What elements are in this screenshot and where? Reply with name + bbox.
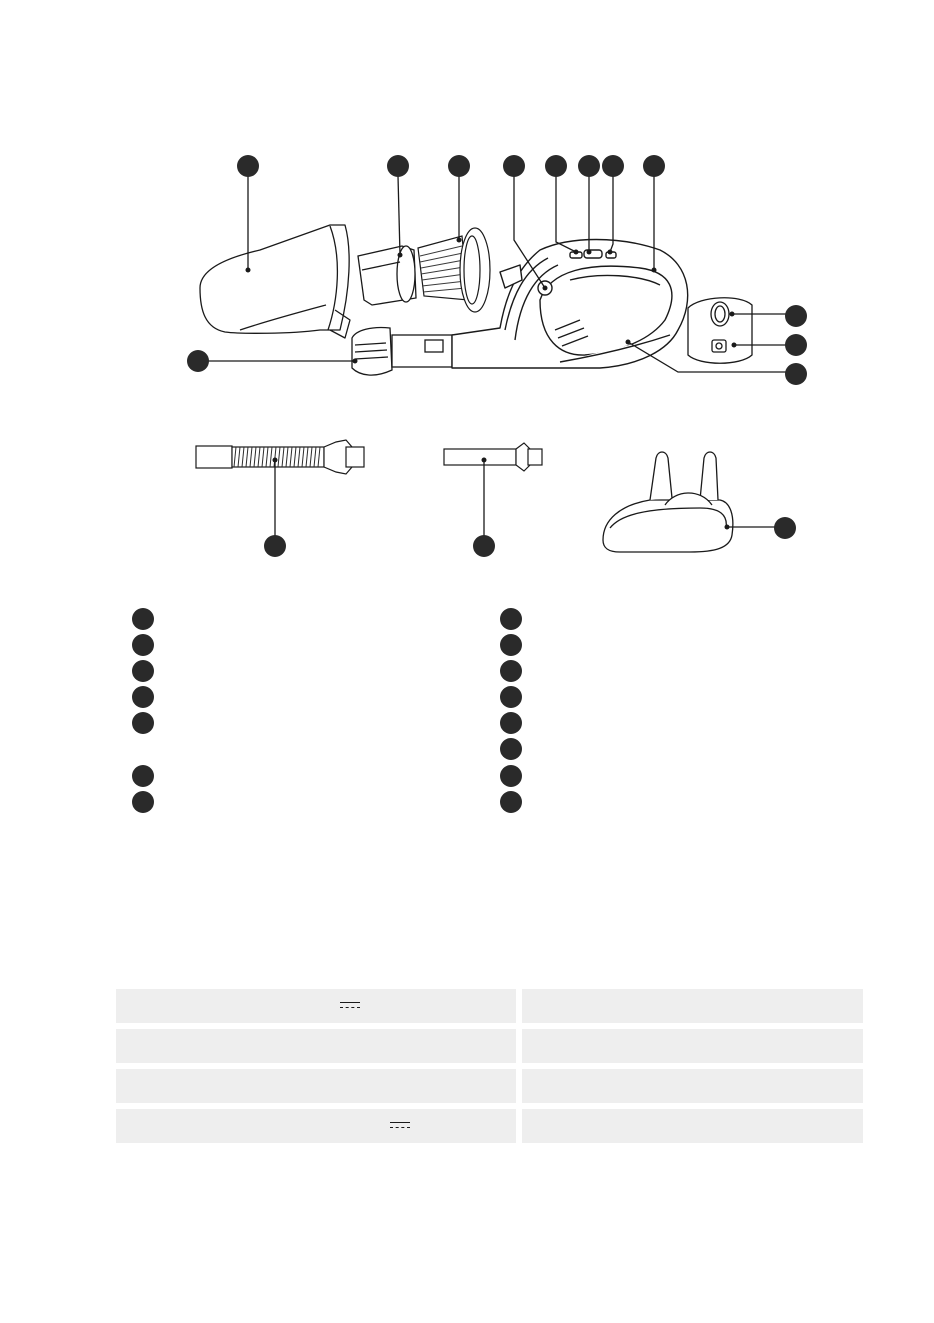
legend-number-badge xyxy=(500,791,522,813)
brush-nozzle-illustration xyxy=(352,327,452,375)
table-row xyxy=(116,989,863,1023)
callout-badge xyxy=(187,350,209,372)
direct-current-icon xyxy=(340,1002,360,1010)
legend-number-badge xyxy=(500,738,522,760)
dust-container-illustration xyxy=(200,225,350,338)
legend-number-badge xyxy=(500,608,522,630)
callout-badge xyxy=(643,155,665,177)
spec-label-cell xyxy=(116,1029,516,1063)
callout-badge xyxy=(545,155,567,177)
spec-value-cell xyxy=(522,989,863,1023)
legend-number-badge xyxy=(500,765,522,787)
callout-badge xyxy=(774,517,796,539)
callout-badge xyxy=(602,155,624,177)
extension-tube-illustration xyxy=(444,443,542,471)
legend-item xyxy=(132,634,164,656)
direct-current-icon xyxy=(390,1122,410,1130)
legend-item xyxy=(500,686,532,708)
legend-item xyxy=(500,608,532,630)
legend-item xyxy=(500,712,532,734)
legend-item xyxy=(132,765,164,787)
hepa-filter-illustration xyxy=(418,228,490,312)
legend-number-badge xyxy=(500,634,522,656)
parts-legend xyxy=(130,605,850,820)
spec-value-cell xyxy=(522,1029,863,1063)
legend-item xyxy=(500,634,532,656)
legend-number-badge xyxy=(132,634,154,656)
callout-badge xyxy=(237,155,259,177)
legend-number-badge xyxy=(500,686,522,708)
spec-value-cell xyxy=(522,1069,863,1103)
spec-label-cell xyxy=(116,989,516,1023)
legend-number-badge xyxy=(132,791,154,813)
extension-hose-illustration xyxy=(196,440,364,474)
spec-value-cell xyxy=(522,1109,863,1143)
callout-badge xyxy=(785,334,807,356)
table-row xyxy=(116,1029,863,1063)
callout-badge xyxy=(264,535,286,557)
legend-item xyxy=(132,712,164,734)
legend-item xyxy=(132,660,164,682)
legend-number-badge xyxy=(132,686,154,708)
product-parts-diagram xyxy=(0,0,934,600)
legend-item xyxy=(500,765,532,787)
legend-item xyxy=(132,608,164,630)
specifications-table xyxy=(116,989,863,1149)
legend-number-badge xyxy=(132,660,154,682)
legend-number-badge xyxy=(132,608,154,630)
legend-item xyxy=(132,686,164,708)
spec-label-cell xyxy=(116,1109,516,1143)
legend-number-badge xyxy=(500,660,522,682)
legend-item xyxy=(132,791,164,813)
legend-number-badge xyxy=(132,712,154,734)
legend-item xyxy=(500,791,532,813)
callout-badge xyxy=(785,363,807,385)
pre-filter-illustration xyxy=(358,246,416,305)
legend-item xyxy=(500,660,532,682)
spec-label-cell xyxy=(116,1069,516,1103)
table-row xyxy=(116,1109,863,1143)
charging-dock-illustration xyxy=(603,452,733,552)
callout-badge xyxy=(578,155,600,177)
callout-badge xyxy=(473,535,495,557)
callout-badge xyxy=(387,155,409,177)
callout-badge xyxy=(448,155,470,177)
legend-number-badge xyxy=(132,765,154,787)
charging-port-illustration xyxy=(688,298,752,363)
legend-item xyxy=(500,738,532,760)
callout-badge xyxy=(503,155,525,177)
legend-number-badge xyxy=(500,712,522,734)
callout-badge xyxy=(785,305,807,327)
table-row xyxy=(116,1069,863,1103)
